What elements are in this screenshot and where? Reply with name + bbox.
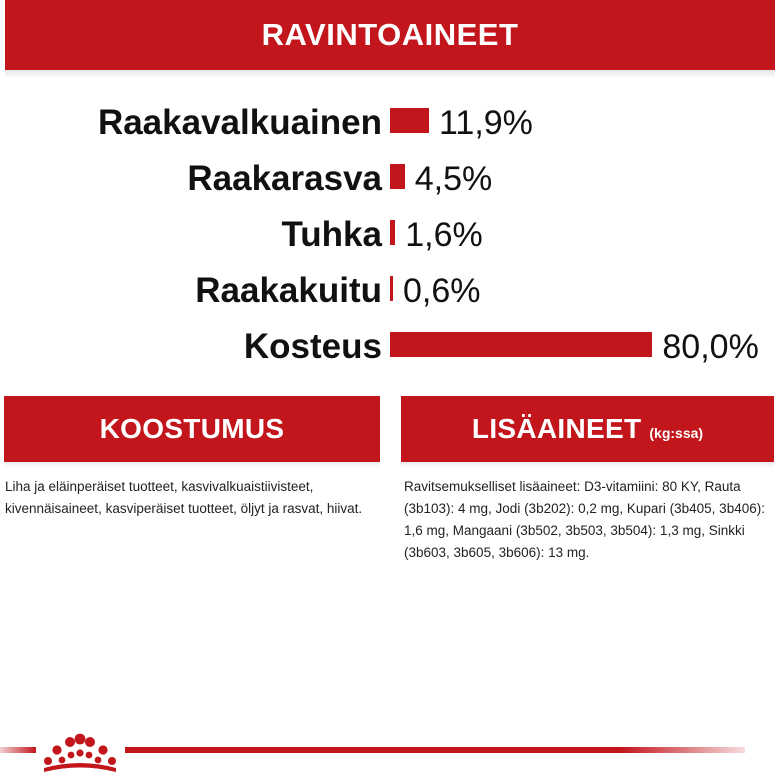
composition-shadow xyxy=(4,462,380,468)
additives-unit: (kg:ssa) xyxy=(649,425,704,441)
nutrient-value: 1,6% xyxy=(405,216,483,254)
nutrient-row xyxy=(0,95,780,151)
additives-title: LISÄAINEET xyxy=(471,413,642,444)
header-shadow xyxy=(5,70,775,78)
nutrient-label: Kosteus xyxy=(243,327,382,366)
nutrient-bar xyxy=(390,220,395,245)
nutrient-value: 80,0% xyxy=(662,328,759,366)
nutrient-label: Raakarasva xyxy=(187,159,382,198)
nutrient-row xyxy=(0,151,780,207)
composition-title: KOOSTUMUS xyxy=(99,413,285,444)
nutrient-label: Tuhka xyxy=(281,215,382,254)
additives-shadow xyxy=(401,462,774,468)
nutrient-row xyxy=(0,319,780,375)
nutrient-value: 0,6% xyxy=(403,272,481,310)
nutrient-value: 4,5% xyxy=(414,160,493,198)
nutrient-label: Raakakuitu xyxy=(195,271,382,310)
royal-crown-icon xyxy=(40,728,120,774)
footer-line-left xyxy=(0,747,36,753)
nutrient-bar xyxy=(390,108,429,133)
nutrient-row xyxy=(0,207,780,263)
nutrient-bar xyxy=(390,164,405,189)
nutrient-row xyxy=(0,263,780,319)
additives-header xyxy=(401,396,774,462)
nutrient-bar xyxy=(390,332,652,357)
nutrients-header xyxy=(5,0,775,70)
nutrient-bar xyxy=(390,276,393,301)
nutrients-title: RAVINTOAINEET xyxy=(261,17,519,52)
nutrient-label: Raakavalkuainen xyxy=(97,103,382,142)
nutrient-value: 11,9% xyxy=(439,104,533,142)
footer-line xyxy=(125,747,745,753)
additives-text: Ravitsemukselliset lisäaineet: D3-vitamiini: 80 KY, Rauta (3b103): 4 mg, Jodi (3b202): 0,2 mg, Kupari (3b405, 3b406): 1,6 mg, Mangaani (3b502, 3b503, 3b504): 1,3 mg, Sinkki (3b603, 3b605, 3b606): 13 mg. xyxy=(404,479,765,560)
composition-header xyxy=(4,396,380,462)
composition-text: Liha ja eläinperäiset tuotteet, kasvivalkuaistiivisteet, kivennäisaineet, kasviperäiset tuotteet, öljyt ja rasvat, hiivat. xyxy=(5,479,363,516)
